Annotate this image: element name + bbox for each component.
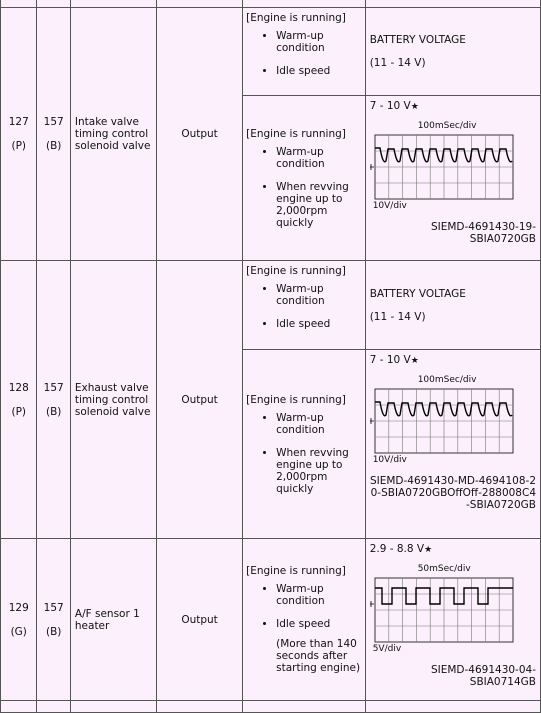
- oscilloscope-waveform: [370, 564, 520, 660]
- star-icon: ★: [410, 102, 419, 112]
- signal-type: Output: [157, 539, 243, 701]
- description: Intake valve timing control solenoid valve: [70, 8, 156, 261]
- condition-header: [Engine is running]: [246, 127, 346, 140]
- ground-color: (B): [45, 625, 62, 638]
- condition-bullet: • Idle speed: [276, 318, 362, 330]
- condition-bullet: • Warm-up condition: [276, 146, 362, 170]
- oscilloscope-waveform: [370, 375, 520, 471]
- condition-header: [Engine is running]: [246, 565, 346, 577]
- condition-cell: [243, 539, 366, 701]
- ground-color: (B): [45, 140, 62, 152]
- reference-code: SIEMD-4691430-04-SBIA0714GB: [430, 664, 536, 688]
- time-div-label: 50mSec/div: [417, 564, 471, 574]
- volt-div-label: 10V/div: [372, 455, 407, 465]
- value-cell: [365, 96, 540, 261]
- value-line2: (11 - 14 V): [369, 310, 426, 323]
- condition-cell: [243, 8, 366, 96]
- table-row: [1, 261, 541, 350]
- volt-div-label: 10V/div: [372, 201, 407, 211]
- ground-no-cell: [37, 539, 70, 701]
- condition-bullet: • When revving engine up to 2,000rpm quickly: [276, 447, 362, 495]
- ground-no: 157: [43, 601, 64, 614]
- value-cell: [365, 8, 540, 96]
- terminal-no-cell: [1, 539, 37, 701]
- voltage-range: 7 - 10 V: [369, 100, 411, 112]
- ground-no: 157: [43, 381, 64, 394]
- condition-bullet: • Warm-up condition: [276, 283, 362, 307]
- condition-bullet: • Idle speed: [276, 618, 362, 630]
- time-div-label: 100mSec/div: [417, 375, 477, 385]
- condition-bullet: • Idle speed: [276, 65, 362, 77]
- condition-cell: [243, 261, 366, 350]
- terminal-color: (P): [11, 405, 26, 418]
- condition-cell: [243, 350, 366, 539]
- condition-bullet: • When revving engine up to 2,000rpm quickly: [276, 181, 362, 229]
- terminal-no: 127: [8, 116, 29, 128]
- ground-no: 157: [43, 116, 64, 128]
- condition-header: [Engine is running]: [246, 265, 346, 277]
- ground-no-cell: [37, 261, 70, 539]
- terminal-no-cell: [1, 261, 37, 539]
- terminal-no-cell: [1, 8, 37, 261]
- value-line1: BATTERY VOLTAGE: [369, 287, 466, 300]
- condition-note: (More than 140 seconds after starting engine): [276, 638, 361, 674]
- condition-cell: [243, 96, 366, 261]
- voltage-range: 2.9 - 8.8 V: [369, 543, 425, 555]
- table-row: [1, 8, 541, 96]
- reference-code: SIEMD-4691430-19-SBIA0720GB: [430, 221, 536, 245]
- terminal-color: (G): [10, 625, 27, 638]
- reference-code: SIEMD-4691430-MD-4694108-20-SBIA0720GBOffOff-288008C4-SBIA0720GB: [369, 475, 536, 511]
- star-icon: ★: [424, 545, 433, 555]
- description: Exhaust valve timing control solenoid valve: [70, 261, 156, 539]
- value-line1: BATTERY VOLTAGE: [369, 34, 466, 46]
- value-cell: [365, 539, 540, 701]
- time-div-label: 100mSec/div: [417, 121, 477, 131]
- terminal-no: 128: [8, 381, 29, 394]
- star-icon: ★: [410, 356, 419, 366]
- value-line2: (11 - 14 V): [369, 57, 426, 69]
- value-cell: [365, 261, 540, 350]
- terminal-no: 129: [8, 601, 29, 614]
- condition-bullet: • Warm-up condition: [276, 412, 362, 436]
- ground-no-cell: [37, 8, 70, 261]
- table-row: [1, 539, 541, 701]
- condition-header: [Engine is running]: [246, 12, 346, 24]
- oscilloscope-waveform: [370, 121, 520, 217]
- signal-type: Output: [157, 8, 243, 261]
- description: A/F sensor 1 heater: [70, 539, 156, 701]
- condition-bullet: • Warm-up condition: [276, 30, 362, 54]
- condition-header: [Engine is running]: [246, 393, 346, 406]
- value-cell: [365, 350, 540, 539]
- ground-color: (B): [45, 405, 62, 418]
- voltage-range: 7 - 10 V: [369, 354, 411, 366]
- condition-bullet: • Warm-up condition: [276, 583, 362, 607]
- volt-div-label: 5V/div: [372, 644, 402, 654]
- signal-type: Output: [157, 261, 243, 539]
- terminal-color: (P): [11, 140, 26, 152]
